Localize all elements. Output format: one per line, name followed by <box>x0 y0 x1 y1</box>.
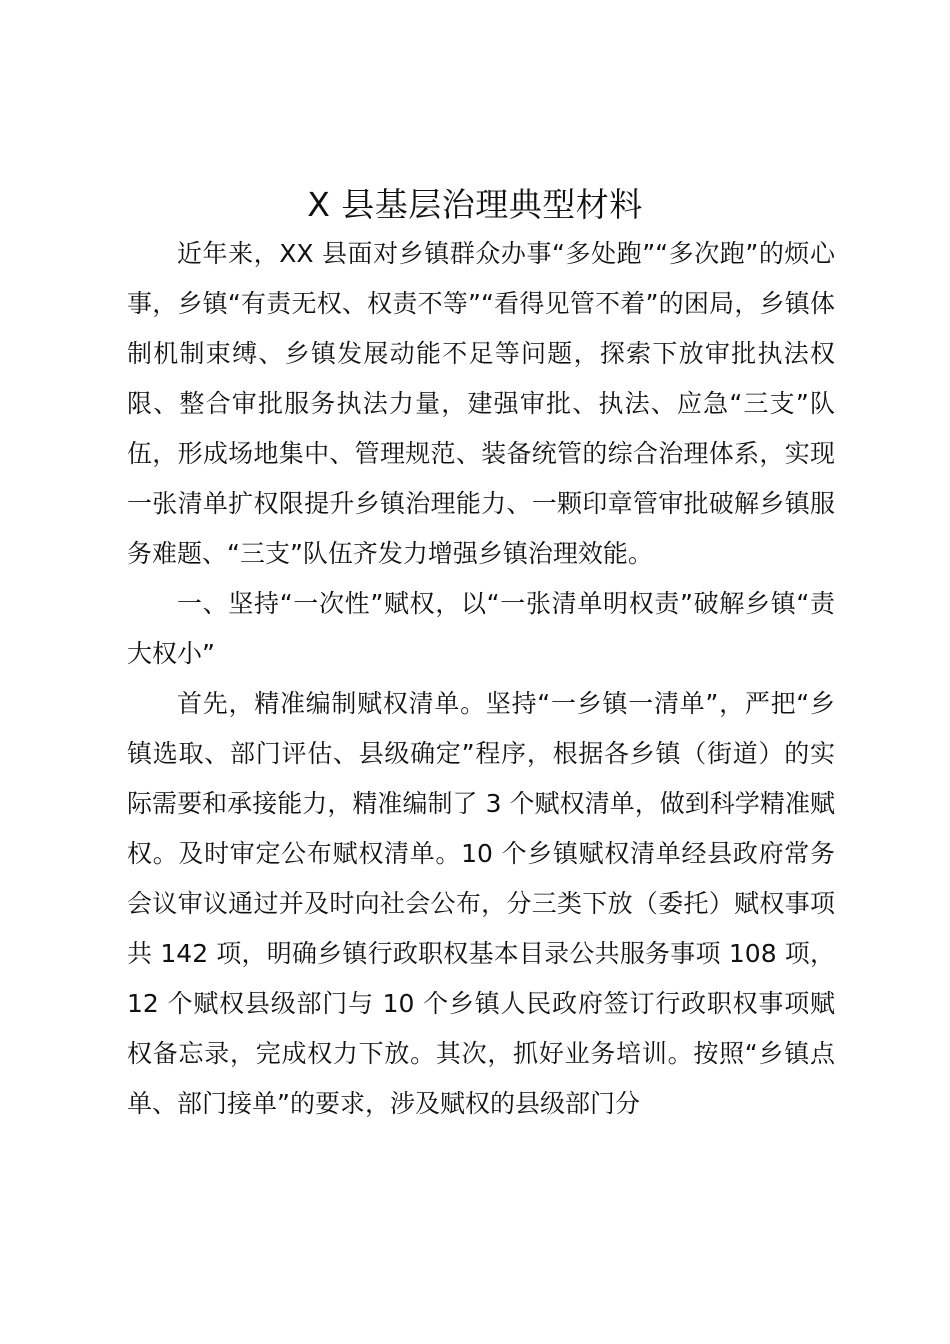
paragraph-section-1: 首先，精准编制赋权清单。坚持“一乡镇一清单”，严把“乡镇选取、部门评估、县级确定”程序，根据各乡镇（街道）的实际需要和承接能力，精准编制了 3 个赋权清单，做到科学精准赋权。及时审定公布赋权清单。10 个乡镇赋权清单经县政府常务会议审议通过并及时向社会公布，分三类下放（委托）赋权事项共 142 项，明确乡镇行政职权基本目录公共服务事项 108 项，12 个赋权县级部门与 10 个乡镇人民政府签订行政职权事项赋权备忘录，完成权力下放。其次，抓好业务培训。按照“乡镇点单、部门接单”的要求，涉及赋权的县级部门分 <box>127 689 835 1118</box>
section-heading-1: 一、坚持“一次性”赋权，以“一张清单明权责”破解乡镇“责大权小” <box>127 589 835 668</box>
document-title: X 县基层治理典型材料 <box>307 185 643 224</box>
document-body <box>127 229 835 1129</box>
paragraph-intro: 近年来，XX 县面对乡镇群众办事“多处跑”“多次跑”的烦心事，乡镇“有责无权、权责不等”“看得见管不着”的困局，乡镇体制机制束缚、乡镇发展动能不足等问题，探索下放审批执法权限、整合审批服务执法力量，建强审批、执法、应急“三支”队伍，形成场地集中、管理规范、装备统管的综合治理体系，实现一张清单扩权限提升乡镇治理能力、一颗印章管审批破解乡镇服务难题、“三支”队伍齐发力增强乡镇治理效能。 <box>127 239 835 568</box>
